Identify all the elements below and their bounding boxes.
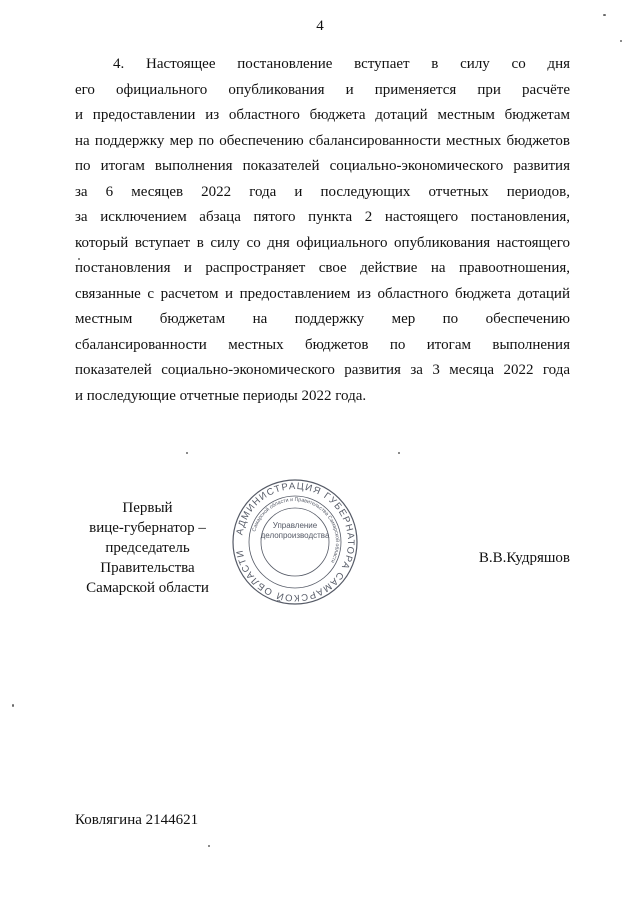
- seal-center-line: Управление: [272, 521, 318, 530]
- paragraph-line: который вступает в силу со дня официального опубликования настоящего: [75, 234, 570, 251]
- scan-speck: [186, 452, 188, 454]
- seal-center-line: делопроизводства: [260, 531, 330, 540]
- scan-speck: [603, 14, 606, 16]
- seal-outer-text: АДМИНИСТРАЦИЯ ГУБЕРНАТОРА САМАРСКОЙ ОБЛАСТИ: [234, 480, 357, 604]
- paragraph-line: постановления и распространяет свое действие на правоотношения,: [75, 260, 570, 276]
- paragraph-line: и последующие отчетные периоды 2022 года.: [75, 387, 367, 404]
- paragraph-line: по итогам выполнения показателей социально-экономического развития: [75, 158, 570, 174]
- signer-name: В.В.Кудряшов: [478, 550, 570, 566]
- scan-speck: [78, 258, 80, 260]
- paragraph-line: и предоставлении из областного бюджета дотаций местным бюджетам: [75, 107, 570, 123]
- executor-info: Ковлягина 2144621: [75, 812, 199, 828]
- paragraph-line: 4. Настоящее постановление вступает в силу со дня: [113, 56, 570, 72]
- paragraph-line: местным бюджетам на поддержку мер по обеспечению: [75, 311, 570, 327]
- paragraph-line: его официального опубликования и применяется при расчёте: [75, 81, 570, 98]
- paragraph-line: связанные с расчетом и предоставлением из областного бюджета дотаций: [75, 285, 570, 302]
- paragraph-line: на поддержку мер по обеспечению сбалансированности местных бюджетов: [75, 132, 570, 149]
- seal-center: [252, 521, 338, 541]
- signatory-title-line: Самарской области: [86, 580, 209, 596]
- page-number: 4: [316, 18, 324, 34]
- scan-speck: [398, 452, 400, 454]
- seal-icon: [230, 477, 360, 607]
- paragraph-line: за 6 месяцев 2022 года и последующих отчетных периодов,: [75, 183, 570, 200]
- scan-speck: [208, 845, 210, 847]
- paragraph-line: за исключением абзаца пятого пункта 2 настоящего постановления,: [75, 209, 570, 225]
- paragraph-line: сбалансированности местных бюджетов по итогам выполнения: [75, 336, 570, 353]
- signatory-title-line: председатель Правительства: [100, 540, 195, 576]
- paragraph-4: [75, 52, 570, 409]
- signatory-title: [60, 498, 235, 598]
- scan-speck: [620, 40, 622, 42]
- seal-inner-text: Самарской области и Правительства Самарской области: [251, 496, 341, 564]
- official-seal-stamp: [230, 477, 360, 607]
- paragraph-line: показателей социально-экономического развития за 3 месяца 2022 года: [75, 362, 570, 378]
- signatory-title-line: Первый: [122, 500, 173, 516]
- scan-speck: [12, 704, 14, 707]
- signatory-title-line: вице-губернатор –: [89, 520, 206, 536]
